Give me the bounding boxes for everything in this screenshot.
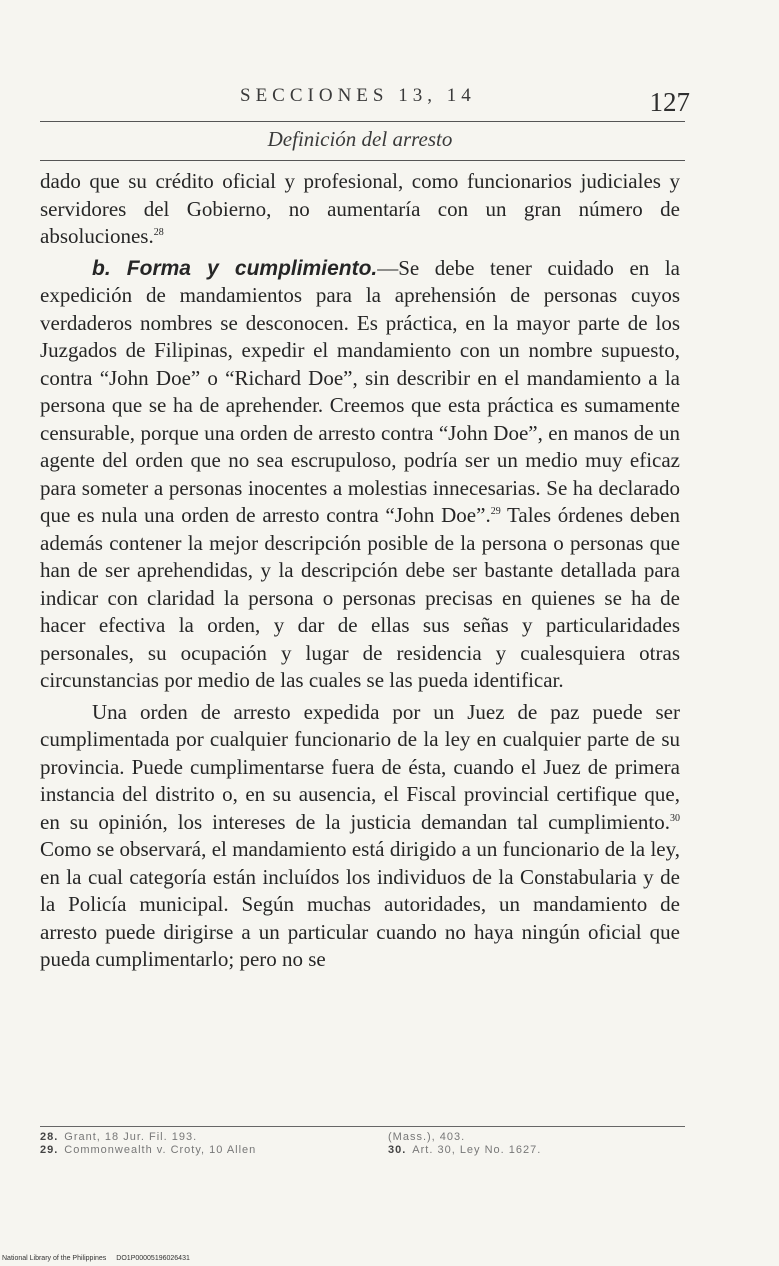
- paragraph-1-text: dado que su crédito oficial y profesional, como funcionarios judiciales y servidores del Gobierno, no aumentaría con un gran número de absoluciones.: [40, 169, 680, 248]
- footnote-30-text: Art. 30, Ley No. 1627.: [412, 1144, 542, 1156]
- library-name: National Library of the Philippines: [2, 1255, 107, 1262]
- paragraph-3: [40, 699, 680, 974]
- library-code: DO1P00005196026431: [116, 1255, 190, 1262]
- footnote-30-number: 30.: [388, 1144, 407, 1156]
- footnote-29-number: 29.: [40, 1144, 59, 1156]
- section-subtitle: Definición del arresto: [267, 127, 453, 151]
- header-rule-top: [40, 121, 685, 122]
- footnote-28-number: 28.: [40, 1131, 59, 1143]
- body-text: [40, 168, 680, 974]
- footnotes: [40, 1131, 685, 1157]
- footnote-ref-28: 28: [153, 227, 164, 238]
- running-head: SECCIONES 13, 14: [240, 85, 476, 106]
- header-rule-bottom: [40, 160, 685, 161]
- paragraph-2-text-a: —Se debe tener cuidado en la expedición de mandamientos para la aprehensión de personas cuyos verdaderos nombres se desconocen. Es práctica, en la mayor parte de los Juzgados de Filipinas, expedir el mandamiento con un nombre supuesto, contra “John Doe” o “Richard Doe”, sin describir en el mandamiento a la persona que se ha de aprehender. Creemos que esta práctica es sumamente censurable, porque una orden de arresto contra “John Doe”, en manos de un agente del orden que no sea escrupuloso, podría ser un medio muy eficaz para someter a personas inocentes a molestias innecesarias. Se ha declarado que es nula una orden de arresto contra “John Doe”.: [40, 255, 680, 527]
- section-heading: b. Forma y cumplimiento.: [92, 256, 378, 280]
- footnote-28-text: Grant, 18 Jur. Fil. 193.: [64, 1131, 198, 1143]
- paragraph-2-text-b: Tales órdenes deben además contener la mejor descripción posible de la persona o personas que han de ser aprehendidas, y la descripción debe ser bastante detallada para indicar con claridad la persona o personas precisas en quienes se ha de hacer efectiva la orden, y dar de ellas sus señas y particularidades personales, su ocupación y lugar de residencia y cualesquiera otras circunstancias por medio de las cuales se las pueda identificar.: [40, 503, 680, 692]
- library-footer: [2, 1255, 200, 1262]
- paragraph-2: [40, 255, 680, 695]
- footnote-line-1: [40, 1131, 685, 1144]
- footnote-30: [388, 1144, 541, 1157]
- paragraph-1: [40, 168, 680, 251]
- page-header: [40, 85, 690, 121]
- paragraph-3-text-a: Una orden de arresto expedida por un Juez de paz puede ser cumplimentada por cualquier funcionario de la ley en cualquier parte de su provincia. Puede cumplimentarse fuera de ésta, cuando el Juez de primera instancia del distrito o, en su ausencia, el Fiscal provincial certifique que, en su opinión, los intereses de la justicia demandan tal cumplimiento.: [40, 699, 680, 834]
- footnote-line-2: [40, 1144, 685, 1157]
- footnote-ref-30: 30: [670, 812, 680, 824]
- footnote-ref-29: 29: [490, 506, 501, 517]
- footnote-29-continuation: (Mass.), 403.: [388, 1131, 466, 1143]
- page-number: 127: [649, 87, 690, 117]
- footnote-29-text: Commonwealth v. Croty, 10 Allen: [64, 1144, 257, 1156]
- footnote-rule: [40, 1126, 685, 1127]
- paragraph-3-text-b: Como se observará, el mandamiento está dirigido a un funcionario de la ley, en la cual categoría están incluídos los individuos de la Constabularia y de la Policía municipal. Según muchas autoridades, un mandamiento de arresto puede dirigirse a un particular cuando no haya ningún oficial que pueda cumplimentarlo; pero no se: [40, 837, 680, 971]
